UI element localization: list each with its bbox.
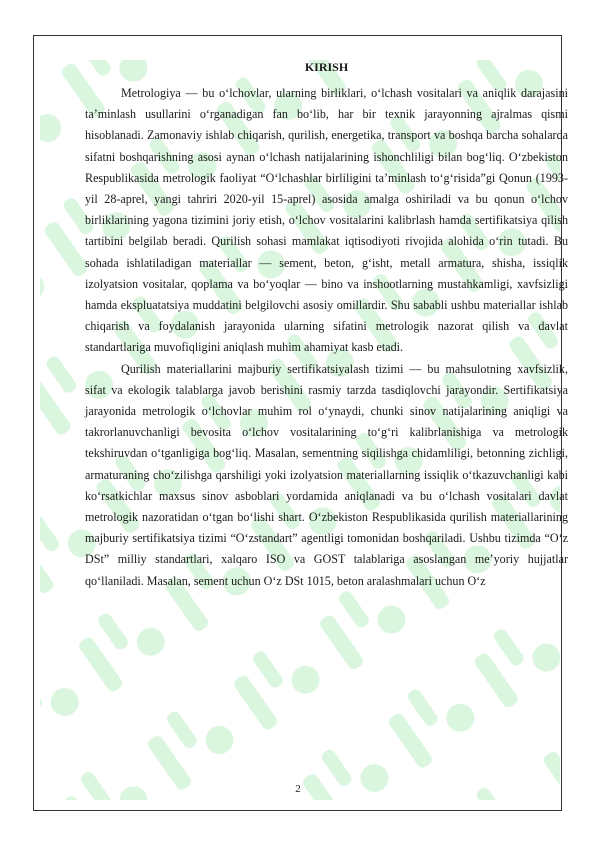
paragraph-1: Metrologiya — bu o‘lchovlar, ularning birliklari, o‘lchash vositalari va aniqlik darajasini ta’minlash usullarini o‘rganadigan fan bo‘lib, har bir texnik jarayonning ajralmas qismi hisoblanadi. Zamonaviy ishlab chiqarish, qurilish, energetika, transport va boshqa barcha sohalarda sifatni boshqarishning asosi aynan o‘lchash natijalarining ishonchliligi bilan bog‘liq. O‘zbekiston Respublikasida metrologik faoliyat “O‘lchashlar birliligini ta’minlash to‘g‘risida”gi Qonun (1993-yil 28-aprel, yangi tahriri 2020-yil 15-aprel) asosida amalga oshiriladi va bu qonun o‘lchov birliklarining yagona tizimini joriy etish, o‘lchov vositalarini kalibrlash hamda sertifikatsiya qilish tartibini belgilab beradi. Qurilish sohasi mamlakat iqtisodiyoti rivojida alohida o‘rin tutadi. Bu sohada ishlatiladigan materiallar — sement, beton, g‘isht, metall armatura, shisha, issiqlik izolyatsion vositalar, qoplama va bo‘yoqlar — bino va inshootlarning mustahkamligi, xavfsizligi hamda ekspluatatsiya muddatini belgilovchi asosiy omillardir. Shu sababli ushbu materiallar ishlab chiqarish va foydalanish jarayonida ularning sifatini metrologik nazorat qilish va davlat standartlariga muvofiqligini aniqlash muhim ahamiyat kasb etadi.: [85, 86, 568, 355]
paragraph-2: Qurilish materiallarini majburiy sertifikatsiyalash tizimi — bu mahsulotning xavfsizlik, sifat va ekologik talablarga javob berishini rasmiy tarzda tasdiqlovchi jarayondir. Sertifikatsiya jarayonida metrologik o‘lchovlar muhim rol o‘ynaydi, chunki sinov natijalarining aniqligi va takrorlanuvchanligi bevosita o‘lchov vositalarining to‘g‘ri kalibrlanishiga va metrologik tekshiruvdan o‘tganligiga bog‘liq. Masalan, sementning siqilishga chidamliligi, betonning zichligi, armaturaning cho‘zilishga qarshiligi yoki izolyatsion materiallarning issiqlik o‘tkazuvchanligi kabi ko‘rsatkichlar maxsus sinov asboblari yordamida aniqlanadi va bu o‘lchash vositalari davlat metrologik nazoratidan o‘tgan bo‘lishi shart. O‘zbekiston Respublikasida qurilish materiallarining majburiy sertifikatsiya tizimi “O‘zstandart” agentligi tomonidan boshqariladi. Ushbu tizimda “O‘z DSt” milliy standartlari, xalqaro ISO va GOST talablariga asoslangan me’yoriy hujjatlar qo‘llaniladi. Masalan, sement uchun O‘z DSt 1015, beton aralashmalari uchun O‘z: [85, 361, 568, 588]
document-body: [85, 58, 568, 592]
page-number: 2: [295, 783, 301, 795]
document-title: KIRISH: [304, 60, 349, 74]
